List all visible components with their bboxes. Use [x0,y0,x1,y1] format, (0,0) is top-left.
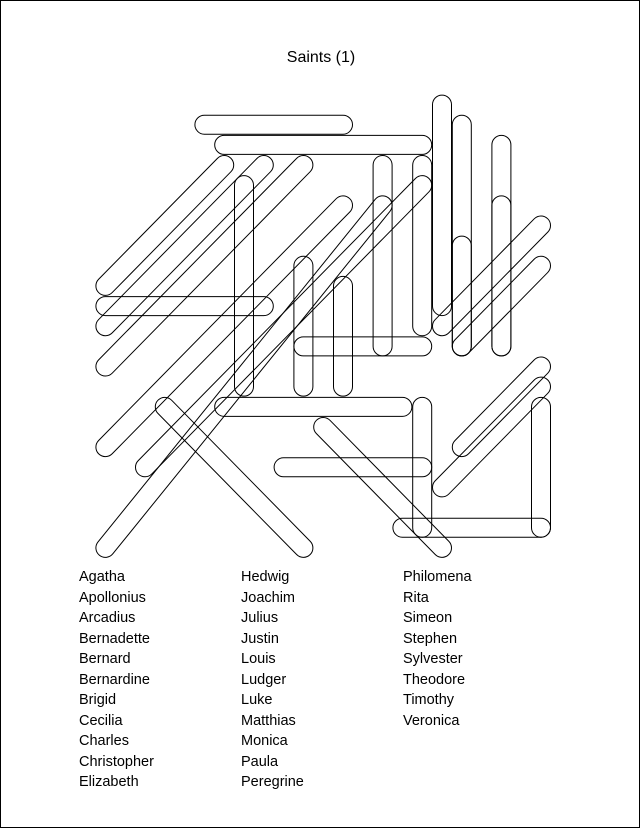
word-list-item: Brigid [79,692,117,708]
found-word-outline [413,156,432,336]
found-word-outline [448,353,554,460]
found-word-outline [393,518,551,537]
word-list-item: Elizabeth [79,774,139,790]
found-word-outline [373,156,392,356]
word-list-item: Timothy [403,692,455,708]
letter-grid [96,95,551,547]
found-word-outline [448,252,554,359]
word-list-item: Rita [403,589,429,606]
found-word-outline [310,414,456,562]
word-column-3 [403,569,472,733]
found-word-outline [195,115,353,134]
word-column-1 [79,569,154,795]
word-list-item: Hedwig [241,569,290,585]
found-word-outline [274,458,432,477]
word-list [79,569,579,799]
found-word-outline [334,276,353,396]
found-word-outline [132,172,436,481]
found-word-outlines [96,95,551,547]
word-list-item: Veronica [403,712,460,729]
found-word-outline [215,135,432,154]
found-word-outline [92,152,317,380]
found-word-outline [492,196,511,356]
word-list-item: Bernard [79,651,131,667]
word-list-item: Arcadius [79,610,136,626]
word-list-item: Luke [241,692,273,708]
word-list-item: Julius [241,610,279,626]
word-list-item: Peregrine [241,774,304,790]
found-word-outline [92,152,277,340]
found-word-outline [433,95,452,316]
word-list-item: Bernadette [79,630,150,647]
found-word-outline [294,337,432,356]
found-word-outline [151,393,316,561]
found-word-outline [92,192,396,561]
word-list-item: Justin [241,630,279,647]
found-word-outline [92,152,238,300]
word-list-item: Louis [241,651,276,667]
word-list-item: Simeon [403,610,453,626]
word-list-item: Agatha [79,569,125,585]
word-list-item: Apollonius [79,589,146,606]
word-list-item: Cecilia [79,712,123,729]
word-list-item: Bernardine [79,671,150,688]
word-list-item: Christopher [79,753,154,770]
found-word-outline [413,397,432,537]
word-list-item: Joachim [241,589,295,606]
word-list-item: Ludger [241,671,287,688]
found-word-outline [532,397,551,537]
word-list-item: Philomena [403,569,472,585]
word-list-item: Monica [241,733,288,749]
word-list-item: Sylvester [403,651,463,667]
found-word-outline [429,373,555,501]
found-word-outline [452,236,471,356]
word-column-2 [241,569,304,795]
word-list-item: Paula [241,753,279,770]
found-word-outline [215,397,412,416]
word-list-item: Charles [79,733,129,749]
puzzle-title: Saints (1) [286,49,356,66]
word-list-item: Matthias [241,712,296,729]
word-list-item: Stephen [403,630,458,647]
word-list-item: Theodore [403,671,466,688]
